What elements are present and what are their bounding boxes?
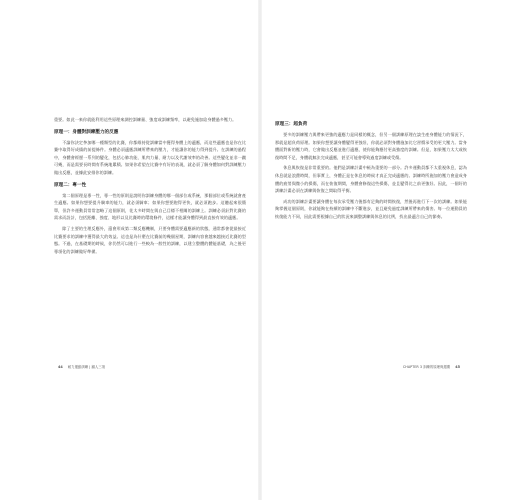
- right-page: [260, 0, 520, 500]
- section-heading: 原理二：專一性: [54, 182, 87, 188]
- body-paragraph: 要多的訓練壓力與帶來更強的適應力是同樣的概念，但另一個訓練原理在談生產身體能力的情況下，那就是超負荷原理。如果你想要讓身體變得更強壯，你就必須對身體施加比它習慣承受的更大壓力。當身體面對新的壓力時，它會做出反應並進行適應，使你能夠應付更高強度的訓練。但是，如果壓力太大或恢復時間不足，身體就無法完成適應，甚至可能會導致過度訓練或受傷。: [275, 132, 467, 160]
- body-paragraph: 成功的訓練計畫要讓身體在每次承受壓力後都有足夠的時間恢復，然後再進行下一次的訓練。如果能夠掌握這個原則，你就能夠在持續的訓練中不斷進步，並且避免過度訓練所帶來的傷害。每一位運動員的恢復能力不同，因此需要根據自己的狀況來調整訓練與休息的比例，找出最適合自己的節奏。: [275, 198, 467, 219]
- right-page-number: 45: [455, 365, 460, 369]
- right-text-column: [275, 116, 467, 224]
- right-page-footer: [403, 365, 464, 370]
- body-paragraph: 休息與恢復是非常重要的。他們是訓練計畫中極為重要的一部分。許多運動員都不太重視休息，認為休息就是浪費時間，但事實上，身體正是在休息的時候才真正完成適應的。訓練時所施加的壓力會造成身體的疲勞與微小的損傷，而在恢復期間，身體會修復這些損傷，並且變得比之前更強壯。因此，一個好的訓練計畫必須在訓練與恢復之間取得平衡。: [275, 165, 467, 194]
- section-heading: 原理三：超負荷: [275, 122, 308, 127]
- right-running-title: CHAPTER 3 訓練的原理與週期: [402, 365, 451, 369]
- body-paragraph: 重要。如此一來你就能利用這些原理來調控訓練量、強度或訓練頻率，以避免施加給身體過多壓力。: [54, 117, 237, 122]
- section-heading: 原理一：身體對訓練壓力的反應: [54, 129, 119, 135]
- left-page-number: 44: [58, 365, 63, 369]
- body-paragraph: 不論你決定參加哪一種類型的比賽，你都維持從訓練當中獲得身體上的適應，而這些適應也是你在比賽中取得好成績的前提條件。身體必須適應訓練所帶來的壓力，才能讓你的能力得到提升。在訓練的過程中，身體會經歷一系列的變化，包括心肺功能、肌肉力量、耐力以及代謝效率的改善。這些變化並非一蹴可幾，而是需要長時間有系統地累積。如果你希望在比賽中有好的表現，就必須了解身體如何對訓練壓力做出反應，並據此安排你的訓練。: [54, 139, 246, 175]
- left-page-footer: [54, 365, 105, 370]
- body-paragraph: 第二個原理是專一性，專一性的原則是說明你訓練身體的哪一個部位或系統，那個部位或系統就會產生適應。如果你想要提升騎車的能力，就必須騎車；如果你想要跑得更快，就必須跑步。這聽起來很簡單，但許多運動員常常忽略了這個原則，花太多時間在與自己目標不相關的訓練上。訓練必須針對比賽的需求而設計，包括距離、強度、地形以及比賽時的環境條件，這樣才能讓身體得到最直接有效的適應。: [54, 192, 246, 221]
- left-text-column: [54, 116, 246, 258]
- left-running-title: 耐力運動訓練 | 鐵人三項: [67, 365, 106, 369]
- body-paragraph: 除了主要的生理反應外，還會形成第二類反應機制，只要身體需要適應新的狀態，通常都會從最接近比賽要求的訓練中獲得最大的效益。這也是為什麼在比賽前的幾個星期，訓練內容會越來越接近比賽的型態。不過，在基礎期的時候，你仍然可以進行一些較為一般性的訓練，以建立整體的體能基礎，為之後更專項化的訓練做好準備。: [54, 225, 246, 254]
